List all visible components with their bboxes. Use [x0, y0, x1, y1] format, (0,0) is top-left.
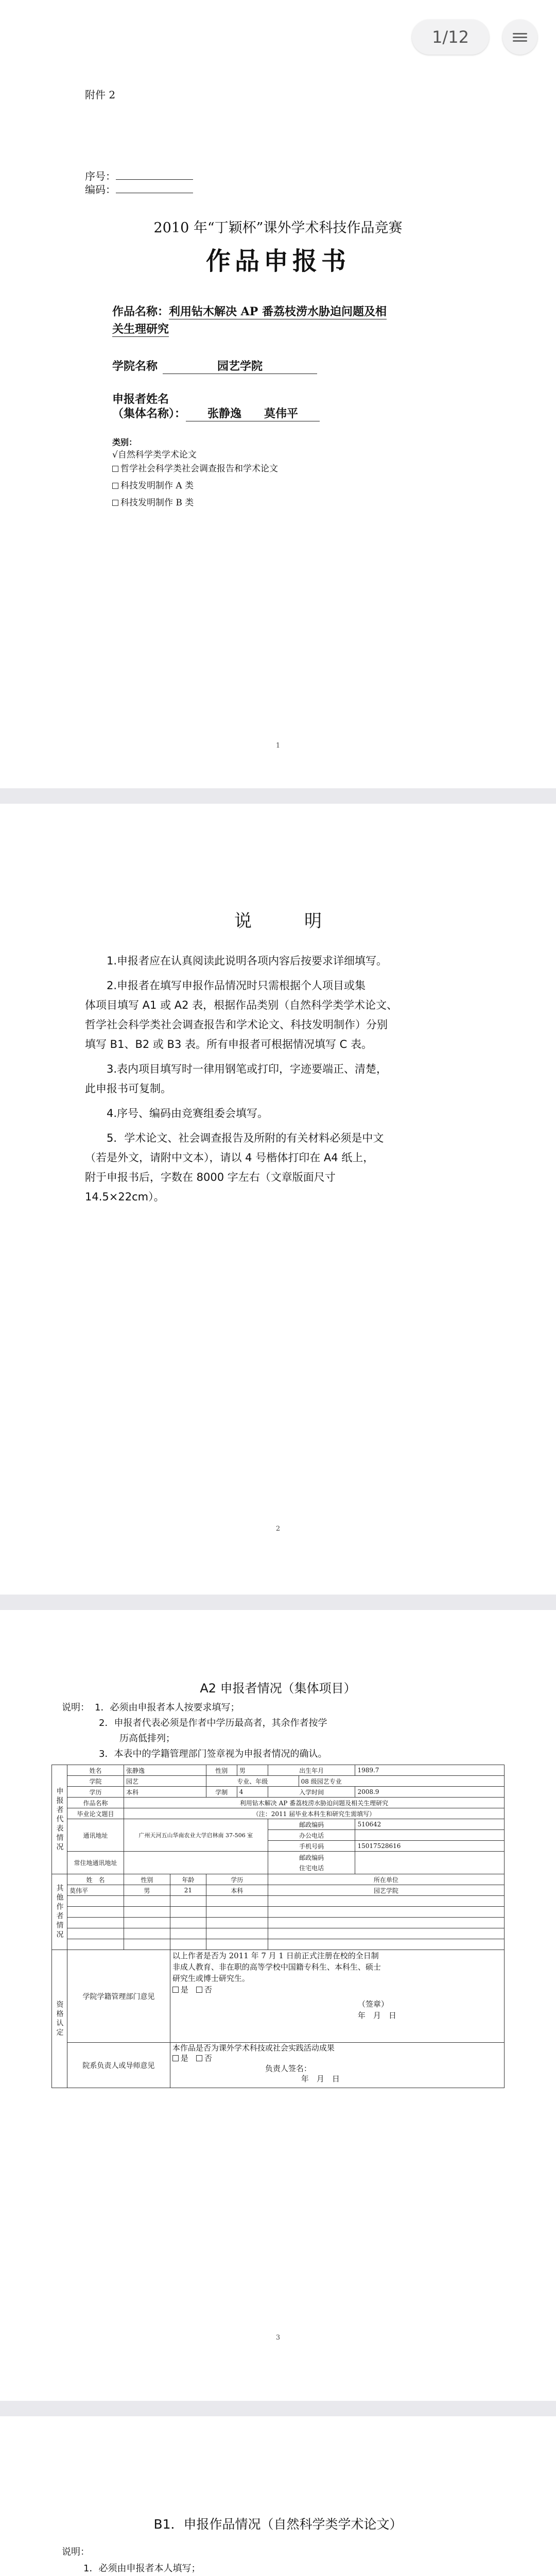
b1-notes — [62, 2544, 349, 2576]
date-2: 年 月 日 — [301, 2074, 340, 2083]
table-row — [52, 1765, 505, 1776]
document-page-1 — [0, 0, 556, 788]
instruction-p2d: 填写 B1、B2 或 B3 表。所有申报者可根据情况填写 C 表。 — [85, 1038, 373, 1050]
cell-value[interactable]: 利用钻木解决 AP 番荔枝涝水胁迫问题及相关生理研究 — [124, 1798, 504, 1808]
instruction-p5d: 14.5×22cm）。 — [85, 1191, 165, 1203]
document-page-4 — [0, 2416, 556, 2576]
cell-value[interactable]: 21 — [170, 1885, 206, 1896]
category-list — [112, 448, 278, 510]
a2-note-1: 1．必须由申报者本人按要求填写； — [95, 1702, 240, 1713]
b1-note-label: 说明： — [62, 2547, 90, 2557]
b1-title: B1．申报作品情况（自然科学类学术论文） — [153, 2517, 403, 2532]
cell-label: 专业、年级 — [206, 1776, 299, 1787]
cell-label: 邮政编码 — [268, 1819, 355, 1830]
checkbox-icon — [112, 466, 118, 472]
table-row — [52, 1928, 505, 1939]
table-row — [52, 1852, 505, 1874]
table-row — [52, 1918, 505, 1928]
dept-opinion-cell[interactable] — [170, 1950, 504, 2043]
table-row — [52, 1787, 505, 1798]
instruction-p5a: 5．学术论文、社会调查报告及所附的有关材料必须是中文 — [107, 1132, 384, 1144]
category-item[interactable]: 哲学社会科学类社会调查报告和学术论文 — [112, 462, 278, 476]
work-name-line2 — [112, 320, 169, 337]
leader-sign: 负责人签名： — [265, 2064, 311, 2073]
cell-label: 办公电话 — [268, 1830, 355, 1841]
cell-label: 出生年月 — [268, 1765, 355, 1776]
cell-label: 入学时间 — [268, 1787, 355, 1798]
serial-line — [116, 179, 193, 180]
page-gap — [0, 788, 556, 804]
column-header: 姓 名 — [67, 1874, 124, 1885]
applicant-label1: 申报者姓名 — [112, 393, 169, 406]
checkbox-checked-icon: √ — [112, 450, 118, 460]
table-row — [52, 1808, 505, 1819]
cell-label: 学院 — [67, 1776, 124, 1787]
dept-text-1: 以上作者是否为 2011 年 7 月 1 日前正式注册在校的全日制 — [172, 1951, 379, 1960]
document-page-2 — [0, 804, 556, 1595]
column-header: 性别 — [124, 1874, 170, 1885]
work-name-label: 作品名称： — [112, 305, 169, 318]
page-gap — [0, 2401, 556, 2416]
cell-label: 学院学籍管理部门意见 — [67, 1950, 170, 2043]
instruction-p5c: 附于申报书后，字数在 8000 字左右（文章版面尺寸 — [85, 1171, 336, 1183]
cell-label: 毕业论文题目 — [67, 1808, 124, 1819]
table-row — [52, 1874, 505, 1885]
checkbox-icon — [112, 483, 118, 489]
table-row — [52, 1776, 505, 1787]
instruction-p3b: 此申报书可复制。 — [85, 1082, 171, 1095]
table-row — [52, 1939, 505, 1950]
qual-side-label: 资格认定 — [52, 1950, 67, 2088]
b1-note-1: 1．必须由申报者本人填写； — [83, 2563, 201, 2574]
page-indicator[interactable] — [412, 20, 489, 55]
cell-value[interactable]: 15017528616 — [355, 1841, 505, 1852]
date-1: 年 月 日 — [357, 2011, 396, 2020]
page-number: 3 — [275, 2334, 281, 2342]
document-page-3 — [0, 1610, 556, 2401]
applicants-value: 张静逸 莫伟平 — [186, 405, 320, 421]
school-label: 学院名称 — [112, 360, 158, 373]
attachment-label: 附件 2 — [85, 89, 116, 101]
code-row — [85, 181, 193, 196]
cell-label: 手机号码 — [268, 1841, 355, 1852]
a2-note-label: 说明： — [62, 1702, 90, 1713]
page-number: 1 — [275, 742, 281, 750]
cell-value[interactable] — [355, 1852, 505, 1874]
page-number: 2 — [275, 1525, 281, 1533]
instruction-p1: 1.申报者应在认真阅读此说明各项内容后按要求详细填写。 — [107, 955, 388, 967]
cell-label: 通讯地址 — [67, 1819, 124, 1852]
cell-value[interactable]: 本科 — [206, 1885, 268, 1896]
hamburger-menu-icon — [513, 31, 527, 44]
a2-note-2b: 历高低排列； — [119, 1733, 175, 1744]
dept-text-2: 非成人教育、非在职的高等学校中国籍专科生、本科生、硕士 — [172, 1962, 381, 1972]
cell-value[interactable]: 园艺学院 — [268, 1885, 504, 1896]
instruction-p2b: 体项目填写 A1 或 A2 表，根据作品类别（自然科学类学术论文、 — [85, 999, 398, 1011]
column-header: 年龄 — [170, 1874, 206, 1885]
cell-value[interactable] — [355, 1830, 505, 1841]
cell-value[interactable]: 广州天河五山华南农业大学启林南 37-506 室 — [124, 1819, 268, 1852]
head-opinion-cell[interactable]: 本作品是否为课外学术科技或社会实践活动成果 是 否 负责人签名： 年 月 日 — [170, 2043, 504, 2088]
checkbox-icon — [172, 2055, 179, 2061]
category-item[interactable]: 科技发明制作 A 类 — [112, 479, 278, 493]
dept-text-3: 研究生或博士研究生。 — [172, 1974, 250, 1983]
work-name-line1: 利用钻木解决 AP 番荔枝涝水胁迫问题及相 — [169, 303, 387, 319]
a2-note-3: 3．本表中的学籍管理部门签章视为申报者情况的确认。 — [99, 1749, 327, 1759]
work-name-row — [112, 303, 387, 319]
others-side-label: 其他作者情况 — [52, 1874, 67, 1950]
no-label: 否 — [204, 1985, 212, 1994]
instruction-p5b: （若是外文，请附中文本），请以 4 号楷体打印在 A4 纸上， — [85, 1151, 374, 1164]
menu-button[interactable] — [502, 20, 537, 55]
table-row — [52, 2043, 505, 2088]
rep-side-label: 申报者代表情况 — [52, 1765, 67, 1874]
cell-value[interactable]: 2008.9 — [355, 1787, 505, 1798]
instruction-p3a: 3.表内项目填写时一律用钢笔或打印，字迹要端正、清楚， — [107, 1063, 388, 1075]
instructions-title: 说 明 — [234, 911, 322, 931]
cell-value[interactable] — [124, 1852, 268, 1874]
a2-title: A2 申报者情况（集体项目） — [200, 1681, 356, 1696]
cell-value[interactable]: 510642 — [355, 1819, 505, 1830]
checkbox-icon — [196, 1987, 202, 1993]
instruction-p2a: 2.申报者在填写申报作品情况时只需根据个人项目或集 — [107, 979, 366, 992]
cell-value[interactable]: 男 — [237, 1765, 268, 1776]
serial-label: 序号： — [85, 170, 116, 182]
cell-label: 作品名称 — [67, 1798, 124, 1808]
cell-value[interactable]: 张静逸 — [124, 1765, 206, 1776]
cell-label: 学历 — [67, 1787, 124, 1798]
instructions-body — [85, 951, 397, 1207]
instruction-p2c: 哲学社会科学类社会调查报告和学术论文、科技发明制作）分别 — [85, 1019, 388, 1031]
table-row — [52, 1896, 505, 1907]
cell-value[interactable]: 1989.7 — [355, 1765, 505, 1776]
table-row — [52, 1907, 505, 1918]
category-item[interactable]: √自然科学类学术论文 — [112, 450, 197, 460]
cell-value[interactable]: 4 — [237, 1787, 268, 1798]
cell-label: 常住地通讯地址 — [67, 1852, 124, 1874]
cell-value[interactable]: 莫伟平 — [67, 1885, 124, 1896]
cell-label: 学制 — [206, 1787, 237, 1798]
code-label: 编码： — [85, 183, 116, 196]
category-label: 类别： — [112, 437, 137, 447]
cell-label: 性别 — [206, 1765, 237, 1776]
work-name-line2-text: 关生理研究 — [112, 320, 169, 337]
cell-value[interactable]: 08 级园艺专业 — [299, 1776, 504, 1787]
applicant-label2: （集体名称）： — [112, 407, 186, 420]
a2-applicant-table — [51, 1765, 505, 2088]
cell-label: 院系负责人或导师意见 — [67, 2043, 170, 2088]
category-item[interactable]: 科技发明制作 B 类 — [112, 496, 278, 510]
page-gap — [0, 1595, 556, 1610]
cell-value[interactable]: 园艺 — [124, 1776, 206, 1787]
cell-value[interactable]: （注：2011 届毕业本科生和研究生需填写） — [124, 1808, 504, 1819]
serial-row — [85, 168, 193, 183]
checkbox-icon — [196, 2055, 202, 2061]
cell-value[interactable]: 本科 — [124, 1787, 206, 1798]
instruction-p4: 4.序号、编码由竞赛组委会填写。 — [107, 1107, 269, 1120]
checkbox-icon — [112, 500, 118, 506]
table-row — [52, 1819, 505, 1830]
checkbox-icon — [172, 1987, 179, 1993]
head-text: 本作品是否为课外学术科技或社会实践活动成果 — [172, 2043, 335, 2053]
table-row — [52, 1885, 505, 1896]
sign-1: （签章） — [357, 1999, 389, 2009]
form-big-title: 作品申报书 — [205, 247, 350, 276]
table-row — [52, 1950, 505, 2043]
yes-label: 是 — [180, 1985, 188, 1994]
cell-label: 邮政编码 住宅电话 — [268, 1852, 355, 1874]
competition-title: 2010 年“丁颖杯”课外学术科技作品竞赛 — [153, 220, 403, 236]
school-value: 园艺学院 — [163, 358, 317, 374]
page-indicator-text: 1/12 — [432, 27, 469, 47]
table-row — [52, 1798, 505, 1808]
applicant-row — [112, 405, 320, 421]
a2-notes — [62, 1700, 327, 1762]
a2-note-2a: 2．申报者代表必须是作者中学历最高者，其余作者按学 — [99, 1718, 327, 1728]
column-header: 所在单位 — [268, 1874, 504, 1885]
cell-label: 姓名 — [67, 1765, 124, 1776]
school-row — [112, 358, 317, 374]
cell-value[interactable]: 男 — [124, 1885, 170, 1896]
column-header: 学历 — [206, 1874, 268, 1885]
